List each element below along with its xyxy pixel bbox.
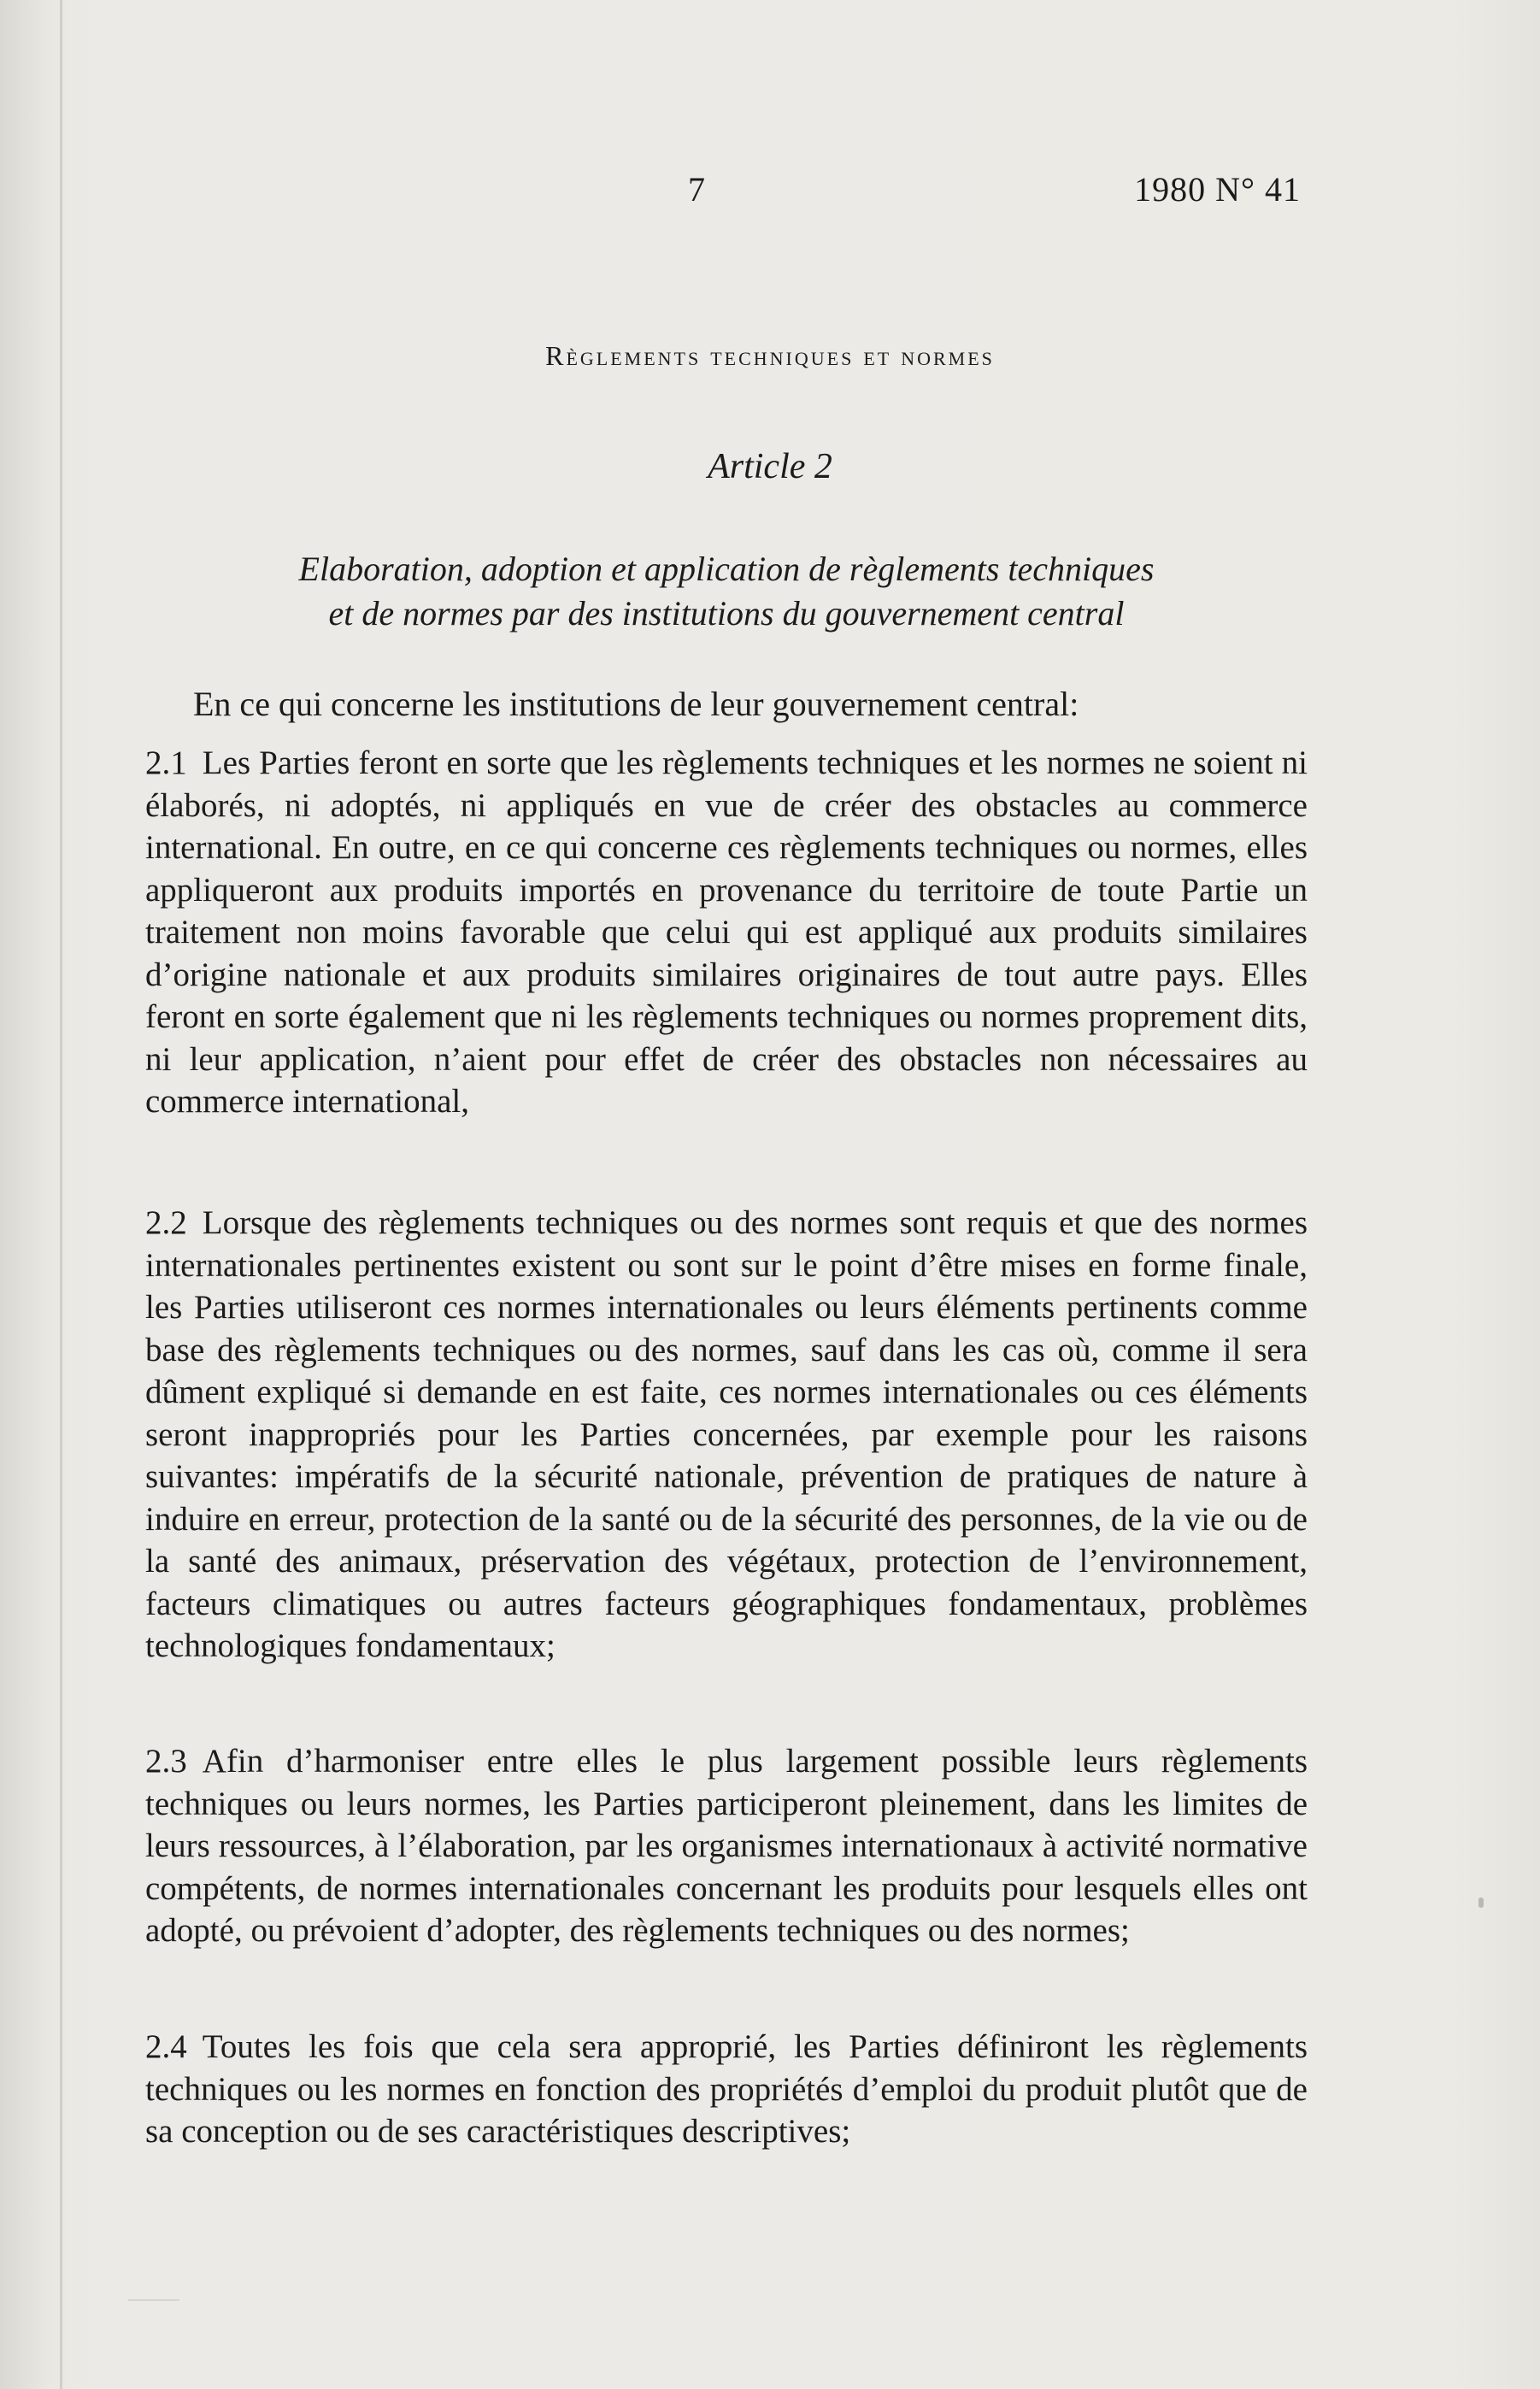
paragraph-2-1	[145, 742, 1308, 1123]
paragraph-text: Les Parties feront en sorte que les règlements techniques et les normes ne soient ni élaborés, ni adoptés, ni appliqués en vue de créer des obstacles au commerce international. En outre, en ce qui concerne ces règlements techniques ou normes, elles appliqueront aux produits importés en provenance du territoire de toute Partie un traitement non moins favorable que celui qui est appliqué aux produits similaires d’origine nationale et aux produits similaires originaires de tout autre pays. Elles feront en sorte également que ni les règlements techniques ou normes proprement dits, ni leur application, n’aient pour effet de créer des obstacles non nécessaires au commerce international,	[145, 744, 1308, 1120]
paper-speck	[1478, 1898, 1484, 1908]
paragraph-number: 2.4	[145, 2028, 187, 2065]
paragraph-2-3	[145, 1740, 1308, 1952]
paragraph-text: Toutes les fois que cela sera approprié, les Parties définiront les règlements techniques ou les normes en fonction des propriétés d’emploi du produit plutôt que de sa conception ou de ses caractéristiques descriptives;	[145, 2028, 1308, 2150]
paragraph-text: Afin d’harmoniser entre elles le plus largement possible leurs règlements techniques ou leurs normes, les Parties participeront pleinement, dans les limites de leurs ressources, à l’élaboration, par les organismes internationaux à activité normative compétents, de normes internationales concernant les produits pour lesquels elles ont adopté, ou prévoient d’adopter, des règlements techniques ou des normes;	[145, 1743, 1308, 1949]
paragraph-number: 2.3	[145, 1743, 187, 1780]
page-number: 7	[688, 170, 705, 209]
section-heading: Règlements techniques et normes	[545, 340, 995, 371]
article-title-line-2: et de normes par des institutions du gouvernement central	[328, 594, 1125, 633]
paragraph-text: Lorsque des règlements techniques ou des normes sont requis et que des normes internationales pertinentes existent ou sont sur le point d’être mises en forme finale, les Parties utiliseront ces normes internationales ou leurs éléments pertinents comme base des règlements techniques ou des normes, sauf dans les cas où, comme il sera dûment expliqué si demande en est faite, ces normes internationales ou ces éléments seront inappropriés pour les Parties concernées, par exemple pour les raisons suivantes: impératifs de la sécurité nationale, prévention de pratiques de nature à induire en erreur, protection de la santé ou de la sécurité des personnes, de la vie ou de la santé des animaux, préservation des végétaux, protection de l’environnement, facteurs climatiques ou autres facteurs géographiques fondamentaux, problèmes technologiques fondamentaux;	[145, 1204, 1308, 1664]
paragraph-2-4	[145, 2026, 1308, 2153]
paragraph-number: 2.2	[145, 1204, 187, 1241]
page-mark	[128, 2299, 179, 2301]
paragraph-2-2	[145, 1202, 1308, 1668]
document-reference: 1980 N° 41	[1134, 170, 1301, 209]
article-label: Article 2	[708, 447, 832, 486]
paragraph-number: 2.1	[145, 744, 187, 781]
article-title-line-1: Elaboration, adoption et application de règlements techniques	[298, 550, 1155, 588]
intro-text: En ce qui concerne les institutions de leur gouvernement central:	[193, 685, 1079, 723]
article-title	[214, 547, 1239, 636]
